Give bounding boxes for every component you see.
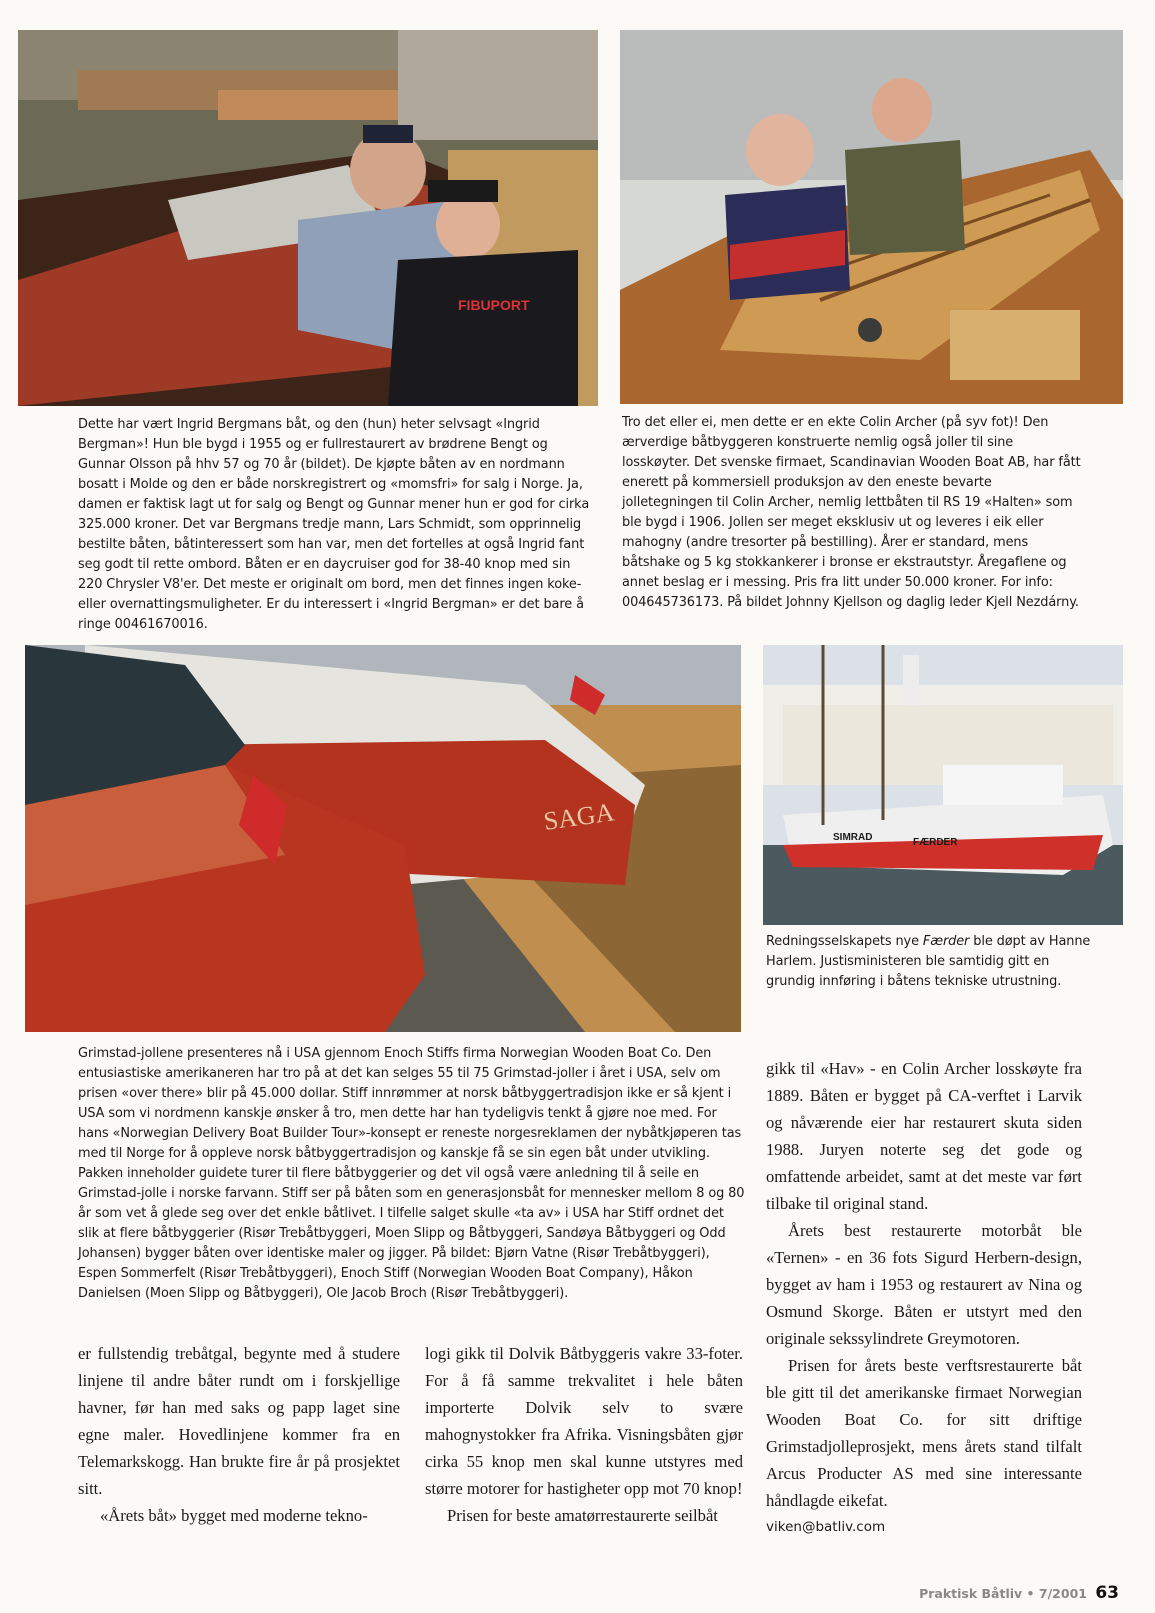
caption-faerder-boatname: Færder: [922, 934, 970, 949]
shirt-logo-text: FIBUPORT: [458, 297, 530, 313]
body-col2-para1: logi gikk til Dolvik Båtbyggeris vakre 33-foter. For å få samme trekvalitet i hele båten importerte Dolvik selv to svære mahognystokker fra Afrika. Visningsbåten gjør cirka 55 knop men skal kunne utstyres med større motorer for hastigheter opp mot 70 knop!: [425, 1344, 743, 1498]
body-col1-para1: er fullstendig trebåtgal, begynte med å studere linjene til andre båter rundt om i forskjellige havner, før han med saks og papp laget sine egne maler. Hovedlinjene kommer fra en Telemarkskogg. Han brukte fire år på prosjektet sitt.: [78, 1344, 400, 1498]
caption-faerder: [766, 932, 1096, 992]
caption-bergman: [78, 415, 598, 635]
body-column-2: [425, 1340, 743, 1529]
photo-saga-boats: [25, 645, 741, 1032]
caption-grimstad-text: Grimstad-jollene presenteres nå i USA gjennom Enoch Stiffs firma Norwegian Wooden Boat Co. Den entusiastiske amerikaneren har tro på at det kan selges 55 til 75 Grimstad-joller i året i USA, selv om prisen «over there» blir på 45.000 dollar. Stiff innrømmer at norsk båtbyggertradisjon ikke er så kjent i USA som vi nordmenn kanskje ønsker å tro, men dette har han tydeligvis tenkt å gjøre noe med. For hans «Norwegian Delivery Boat Builder Tour»-konsept er reneste norgesreklamen der nybåtkjøperen tas med til Norge for å oppleve norsk båtbyggertradisjon og kanskje få se sin egen båt under utvikling. Pakken inneholder guidete turer til flere båtbyggerier og det vil også være anledning til å seile en Grimstad-jolle i norske farvann. Stiff ser på båten som en generasjonsbåt for mennesker mellom 8 og 80 år som vet å glede seg over det enkle båtlivet. I tilfelle salget skulle «ta av» i USA har Stiff ordnet det slik at flere båtbyggerier (Risør Trebåtbyggeri, Moen Slipp og Båtbyggeri, Sandøya Båtbyggeri og Odd Johansen) bygger båten over identiske maler og jigger. På bildet: Bjørn Vatne (Risør Trebåtbyggeri), Espen Sommerfelt (Risør Trebåtbyggeri), Enoch Stiff (Norwegian Wooden Boat Company), Håkon Danielsen (Moen Slipp og Båtbyggeri), Ole Jacob Broch (Risør Trebåtbyggeri).: [78, 1046, 745, 1301]
caption-bergman-text: Dette har vært Ingrid Bergmans båt, og den (hun) heter selvsagt «Ingrid Bergman»! Hun ble bygd i 1955 og er fullrestaurert av brødrene Bengt og Gunnar Olsson på hhv 57 og 70 år (bildet). De kjøpte båten av en nordmann bosatt i Molde og den er både norskregistrert og «momsfri» for salg i Norge. Ja, damen er faktisk lagt ut for salg og Bengt og Gunnar mener hun er god for cirka 325.000 kroner. Det var Bergmans tredje mann, Lars Schmidt, som opprinnelig bestilte båten, båtinteressert som han var, men det fortelles at også Ingrid fant seg godt til rette ombord. Båten er en daycruiser god for 38-40 knop med sin 220 Chrysler V8'er. Det meste er originalt om bord, men det finnes ingen koke- eller overnattingsmuligheter. Er du interessert i «Ingrid Bergman» er det bare å ringe 00461670016.: [78, 417, 590, 632]
body-column-1: [78, 1340, 400, 1529]
photo-colin-archer-dinghy: [620, 30, 1123, 404]
photo-ingrid-bergman-boat: [18, 30, 598, 406]
body-col3-para3: Prisen for årets beste verftsrestaurerte båt ble gitt til det amerikanske firmaet Norwegian Wooden Boat Co. for sitt driftige Grimstadjolleprosjekt, mens årets stand tilfalt Arcus Producter AS med sine interessante håndlagde eikefat.: [766, 1356, 1082, 1510]
body-col1-para2: «Årets båt» bygget med moderne tekno-: [100, 1506, 368, 1525]
photo-faerder-rescue-boat: [763, 645, 1123, 925]
author-email: viken@batliv.com: [766, 1519, 886, 1535]
footer-magazine-name: Praktisk Båtliv: [919, 1586, 1023, 1601]
faerder-hull-text: FÆRDER: [913, 837, 958, 848]
body-column-3: [766, 1055, 1082, 1541]
body-col3-para1: gikk til «Hav» - en Colin Archer losskøyte fra 1889. Båten er bygget på CA-verftet i Larvik og nåværende eier har restaurert skuta siden 1988. Juryen noterte seg det gode og omfattende arbeidet, samt at det meste var ført tilbake til original stand.: [766, 1059, 1082, 1213]
caption-faerder-text: Redningsselskapets nye Færder ble døpt av Hanne Harlem. Justisministeren ble samtidig gitt en grundig innføring i båtens tekniske utrustning.: [766, 934, 1091, 989]
caption-colin-archer-text: Tro det eller ei, men dette er en ekte Colin Archer (på syv fot)! Den ærverdige båtbyggeren konstruerte nemlig også joller til sine losskøyter. Det svenske firmaet, Scandinavian Wooden Boat AB, har fått enerett på kommersiell produksjon av den eneste bevarte jolletegningen til Colin Archer, nemlig lettbåten til RS 19 «Halten» som ble bygd i 1906. Jollen ser meget eksklusiv ut og leveres i eik eller mahogny (andre tresorter på bestilling). Årer er standard, mens båtshake og 5 kg stokkankerer i bronse er ekstrautstyr. Åregaflene og annet beslag er i messing. Pris fra litt under 50.000 kroner. For info: 004645736173. På bildet Johnny Kjellson og daglig leder Kjell Nezdárny.: [622, 415, 1081, 610]
saga-logo-text: SAGA: [541, 797, 616, 836]
caption-colin-archer: [622, 413, 1082, 613]
caption-grimstad: [78, 1044, 748, 1304]
simrad-hull-text: SIMRAD: [833, 832, 873, 843]
body-col3-para2: Årets best restaurerte motorbåt ble «Ternen» - en 36 fots Sigurd Herbern-design, bygget av ham i 1953 og restaurert av Nina og Osmund Skorge. Båten er utstyrt med den originale sekssylindrete Greymotoren.: [766, 1221, 1082, 1348]
footer-issue: 7/2001: [1038, 1586, 1087, 1601]
body-col2-para2: Prisen for beste amatørrestaurerte seilbåt: [447, 1506, 718, 1525]
page-footer: Praktisk Båtliv • 7/2001 63: [919, 1583, 1119, 1603]
page-number: 63: [1095, 1583, 1119, 1603]
